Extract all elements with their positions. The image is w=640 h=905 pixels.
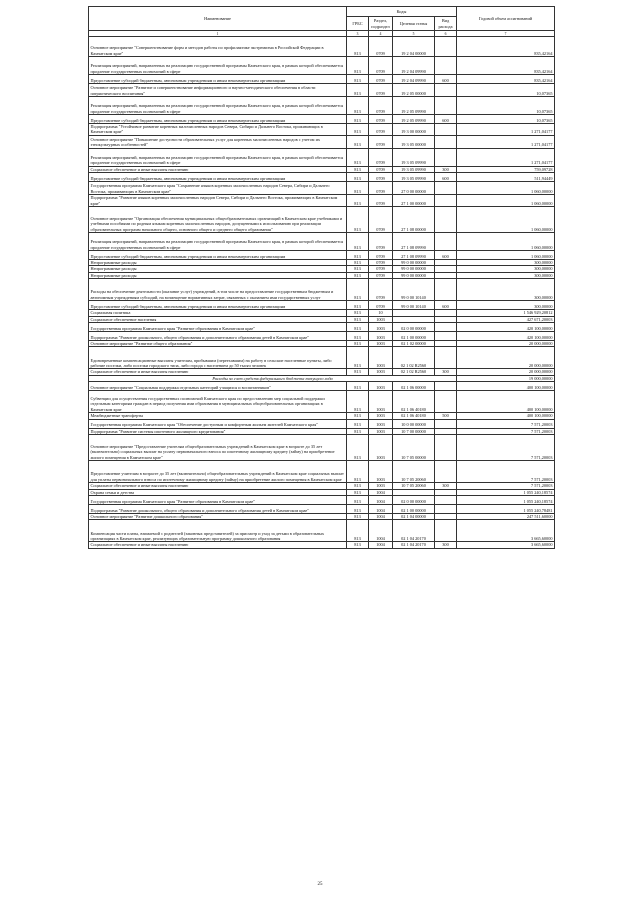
- table-row: [89, 382, 555, 391]
- row-csr: 99 0 00 00000: [393, 266, 435, 272]
- row-name: Субвенции для осуществления государственных полномочий Камчатского края по предоставлению мер социальной поддержки отдельным категориям граждан в период получения ими образования в муниципальных общеобразовательных организациях в Камчатском крае: [89, 391, 347, 413]
- row-vr: [435, 135, 457, 148]
- row-grbs: 813: [347, 391, 369, 413]
- row-csr: 02 1 02 00000: [393, 341, 435, 347]
- row-csr: 02 1 02 R2560: [393, 347, 435, 369]
- row-name: Непрограммные расходы: [89, 260, 347, 266]
- row-razdel: 1003: [369, 428, 393, 434]
- row-grbs: 813: [347, 301, 369, 310]
- row-amount: 1 060,00000: [457, 182, 555, 195]
- row-grbs: 813: [347, 341, 369, 347]
- row-razdel: 0709: [369, 279, 393, 301]
- row-name: Предоставление субсидий бюджетным, автономным учреждениям и иным некоммерческим организациям: [89, 301, 347, 310]
- row-amount: 1 060,00000: [457, 195, 555, 207]
- row-grbs: 813: [347, 461, 369, 483]
- row-csr: 19 2 05 09990: [393, 115, 435, 124]
- row-name: Основное мероприятие "Организация обеспечения муниципальных общеобразовательных организаций в Камчатском крае учебниками и учебными пособиями по родным языкам коренных малочисленных народов, допущенными к использованию при реализации образовательных программ начального общего, основного общего и среднего общего образования": [89, 207, 347, 233]
- row-grbs: 813: [347, 520, 369, 542]
- table-row: [89, 97, 555, 115]
- row-name: Компенсация части платы, взимаемой с родителей (законных представителей) за присмотр и уход за детьми в образовательных организациях в Камчатском крае, реализующих образовательную программу дошкольного образования: [89, 520, 347, 542]
- row-amount: 427 671,20003: [457, 316, 555, 322]
- row-amount: 300,00000: [457, 266, 555, 272]
- row-csr: 02 1 06 40180: [393, 391, 435, 413]
- row-amount: 10,07365: [457, 97, 555, 115]
- row-vr: 600: [435, 115, 457, 124]
- row-vr: [435, 504, 457, 513]
- row-grbs: 813: [347, 413, 369, 419]
- idx-4: 4: [369, 31, 393, 37]
- row-razdel: 0709: [369, 182, 393, 195]
- row-amount: 420 100,00000: [457, 323, 555, 332]
- table-header-row: [89, 7, 555, 17]
- table-row: [89, 323, 555, 332]
- header-razdel: Раздел, подраздел: [369, 17, 393, 31]
- row-vr: 600: [435, 173, 457, 182]
- row-vr: [435, 435, 457, 461]
- budget-table: [88, 6, 555, 549]
- row-vr: [435, 57, 457, 75]
- row-csr: 19 2 04 09990: [393, 57, 435, 75]
- row-csr: 19 2 05 00000: [393, 84, 435, 97]
- row-name: Подпрограмма "Устойчивое развитие коренных малочисленных народов Севера, Сибири и Дальнего Востока, проживающих в Камчатском крае": [89, 124, 347, 136]
- row-csr: 99 0 00 10140: [393, 279, 435, 301]
- row-csr: 27 1 08 09990: [393, 233, 435, 251]
- row-amount: 1 271,04177: [457, 135, 555, 148]
- idx-6: 6: [435, 31, 457, 37]
- row-grbs: 813: [347, 316, 369, 322]
- table-row: [89, 542, 555, 548]
- row-csr: 19 3 05 09990: [393, 173, 435, 182]
- row-csr: 10 7 05 20060: [393, 461, 435, 483]
- row-csr: 27 1 00 00000: [393, 195, 435, 207]
- table-row: [89, 251, 555, 260]
- row-amount: 1 055 240,78481: [457, 504, 555, 513]
- row-grbs: 813: [347, 495, 369, 504]
- row-csr: 99 0 00 10140: [393, 301, 435, 310]
- row-csr: 27 1 08 09990: [393, 251, 435, 260]
- row-csr: 02 1 04 20170: [393, 520, 435, 542]
- row-razdel: 0709: [369, 251, 393, 260]
- table-row: [89, 391, 555, 413]
- row-vr: 600: [435, 251, 457, 260]
- row-amount: 10,07365: [457, 115, 555, 124]
- row-vr: 600: [435, 301, 457, 310]
- table-row: [89, 84, 555, 97]
- row-vr: [435, 347, 457, 369]
- row-csr: 19 2 04 00000: [393, 37, 435, 57]
- row-amount: 835,42164: [457, 75, 555, 84]
- table-row: [89, 504, 555, 513]
- row-csr: 19 2 04 09990: [393, 75, 435, 84]
- row-razdel: 1004: [369, 504, 393, 513]
- table-row: [89, 347, 555, 369]
- row-razdel: 1003: [369, 382, 393, 391]
- row-grbs: 813: [347, 135, 369, 148]
- row-csr: 02 1 04 00000: [393, 513, 435, 519]
- table-row: [89, 332, 555, 341]
- row-amount: 400 100,00000: [457, 382, 555, 391]
- header-name: Наименование: [89, 7, 347, 31]
- table-row: [89, 135, 555, 148]
- row-grbs: 813: [347, 332, 369, 341]
- row-grbs: 813: [347, 166, 369, 172]
- row-grbs: 813: [347, 272, 369, 278]
- row-amount: 1 060,00000: [457, 233, 555, 251]
- table-row: [89, 195, 555, 207]
- row-grbs: 813: [347, 382, 369, 391]
- row-razdel: 0709: [369, 75, 393, 84]
- row-grbs: 813: [347, 75, 369, 84]
- table-row: [89, 57, 555, 75]
- row-vr: [435, 391, 457, 413]
- row-vr: [435, 195, 457, 207]
- row-amount: 1 271,04177: [457, 148, 555, 166]
- row-csr: 10 7 05 20060: [393, 483, 435, 489]
- row-name: Основное мероприятие "Развитие общего образования": [89, 341, 347, 347]
- row-csr: 99 0 00 00000: [393, 260, 435, 266]
- row-razdel: 1003: [369, 435, 393, 461]
- row-grbs: 813: [347, 124, 369, 136]
- row-amount: 10,07365: [457, 84, 555, 97]
- row-grbs: 813: [347, 369, 369, 375]
- row-name: Основное мероприятие "Повышение доступности образовательных услуг для коренных малочисленных народов с учетом их этнокультурных особенностей": [89, 135, 347, 148]
- row-razdel: 0709: [369, 135, 393, 148]
- row-name: Единовременные компенсационные выплаты учителям, прибывшим (переехавшим) на работу в сельские населенные пункты, либо рабочие поселки, либо поселки городского типа, либо города с населением до 50 тысяч человек: [89, 347, 347, 369]
- row-razdel: 1003: [369, 369, 393, 375]
- row-vr: [435, 84, 457, 97]
- row-amount: 1 055 240,18574: [457, 495, 555, 504]
- row-vr: [435, 124, 457, 136]
- row-razdel: 1003: [369, 316, 393, 322]
- row-vr: [435, 332, 457, 341]
- row-amount: 1 060,00000: [457, 207, 555, 233]
- row-amount: 420 100,00000: [457, 332, 555, 341]
- row-grbs: 813: [347, 97, 369, 115]
- row-name: Предоставление субсидий бюджетным, автономным учреждениям и иным некоммерческим организациям: [89, 115, 347, 124]
- row-razdel: 1003: [369, 483, 393, 489]
- row-amount: 7 571,20003: [457, 419, 555, 428]
- row-vr: [435, 148, 457, 166]
- row-razdel: 1003: [369, 347, 393, 369]
- idx-5: 5: [393, 31, 435, 37]
- row-csr: 02 0 00 00000: [393, 323, 435, 332]
- row-csr: 99 0 00 00000: [393, 272, 435, 278]
- table-row: [89, 124, 555, 136]
- row-name: Социальное обеспечение и иные выплаты населению: [89, 369, 347, 375]
- row-razdel: 1004: [369, 489, 393, 495]
- row-name: Государственная программа Камчатского края "Обеспечение доступным и комфортным жильем жителей Камчатского края": [89, 419, 347, 428]
- row-amount: 511,94449: [457, 173, 555, 182]
- row-amount: 247 511,60000: [457, 513, 555, 519]
- row-name: Подпрограмма "Развитие дошкольного, общего образования и дополнительного образования детей в Камчатском крае": [89, 332, 347, 341]
- idx-1: 1: [89, 31, 347, 37]
- row-name: Основное мероприятие "Предоставление учителям общеобразовательных учреждений в Камчатском крае в возрасте до 35 лет (включительно) социальных выплат на уплату первоначального взноса по ипотечному жилищному кредиту (займу) на приобретение жилого помещения в Камчатском крае": [89, 435, 347, 461]
- row-vr: 300: [435, 369, 457, 375]
- row-grbs: 813: [347, 207, 369, 233]
- row-csr: 27 1 08 00000: [393, 207, 435, 233]
- row-amount: 300,00000: [457, 301, 555, 310]
- row-razdel: 1004: [369, 542, 393, 548]
- row-amount: 300,00000: [457, 272, 555, 278]
- row-csr: 19 2 05 09990: [393, 97, 435, 115]
- row-csr: 27 0 00 00000: [393, 182, 435, 195]
- row-name: Непрограммные расходы: [89, 266, 347, 272]
- row-amount: 20 000,00000: [457, 347, 555, 369]
- row-grbs: 813: [347, 323, 369, 332]
- row-name: Реализация мероприятий, направленных на реализацию государственной программы Камчатского края, в рамках которой обеспечивается продление государственных полномочий в сфере: [89, 148, 347, 166]
- row-name: Предоставление субсидий бюджетным, автономным учреждениям и иным некоммерческим организациям: [89, 251, 347, 260]
- row-amount: 20 000,00000: [457, 369, 555, 375]
- row-grbs: 813: [347, 115, 369, 124]
- page-number: 25: [317, 882, 323, 887]
- row-grbs: 813: [347, 310, 369, 316]
- row-name: Социальное обеспечение и иные выплаты населению: [89, 483, 347, 489]
- row-name: Предоставление учителям в возрасте до 35 лет (включительно) общеобразовательных учреждений в Камчатском крае социальных выплат для уплаты первоначального взноса по ипотечному жилищному кредиту (займу) на приобретение жилого помещения в Камчатском крае: [89, 461, 347, 483]
- row-grbs: 813: [347, 347, 369, 369]
- row-amount: 1 546 929,20812: [457, 310, 555, 316]
- table-row: [89, 435, 555, 461]
- row-amount: 7 571,20003: [457, 435, 555, 461]
- table-row: [89, 115, 555, 124]
- row-csr: 02 1 00 00000: [393, 332, 435, 341]
- row-vr: [435, 182, 457, 195]
- row-razdel: 0709: [369, 301, 393, 310]
- row-razdel: 0709: [369, 115, 393, 124]
- row-amount: 759,09728: [457, 166, 555, 172]
- row-grbs: 813: [347, 251, 369, 260]
- row-razdel: 1003: [369, 332, 393, 341]
- row-amount: 1 060,00000: [457, 251, 555, 260]
- row-vr: 500: [435, 413, 457, 419]
- row-grbs: 813: [347, 435, 369, 461]
- row-csr: 02 1 04 20170: [393, 542, 435, 548]
- row-vr: 300: [435, 166, 457, 172]
- table-row: [89, 182, 555, 195]
- row-razdel: 0709: [369, 266, 393, 272]
- row-csr: 19 3 05 09990: [393, 148, 435, 166]
- row-razdel: 1004: [369, 513, 393, 519]
- row-amount: 7 571,20003: [457, 483, 555, 489]
- header-codes: Коды: [347, 7, 457, 17]
- row-grbs: 813: [347, 260, 369, 266]
- row-name: Основное мероприятие "Развитие и совершенствование информационного и научно-методического обеспечения в области патриотического воспитания": [89, 84, 347, 97]
- row-csr: 19 3 05 09990: [393, 166, 435, 172]
- header-amount: Годовой объем ассигнований: [457, 7, 555, 31]
- row-grbs: 813: [347, 279, 369, 301]
- row-csr: 02 0 00 00000: [393, 495, 435, 504]
- row-grbs: 813: [347, 148, 369, 166]
- row-name: Основное мероприятие "Совершенствование форм и методов работы по профилактике экстремизма в Российской Федерации в Камчатском крае": [89, 37, 347, 57]
- table-row: [89, 520, 555, 542]
- row-vr: [435, 279, 457, 301]
- row-razdel: 0709: [369, 97, 393, 115]
- row-grbs: 813: [347, 542, 369, 548]
- row-grbs: 813: [347, 84, 369, 97]
- row-razdel: 1004: [369, 495, 393, 504]
- row-razdel: 0709: [369, 195, 393, 207]
- row-csr: 19 3 05 00000: [393, 135, 435, 148]
- row-vr: [435, 520, 457, 542]
- row-amount: 835,42164: [457, 37, 555, 57]
- row-grbs: 813: [347, 233, 369, 251]
- row-grbs: 813: [347, 504, 369, 513]
- row-grbs: 813: [347, 182, 369, 195]
- row-vr: [435, 97, 457, 115]
- row-vr: [435, 419, 457, 428]
- row-vr: [435, 207, 457, 233]
- row-grbs: 813: [347, 513, 369, 519]
- idx-3: 3: [347, 31, 369, 37]
- budget-table-page: [88, 6, 554, 549]
- row-name: Расходы на обеспечение деятельности (оказание услуг) учреждений, в том числе на предоставление государственным бюджетным и автономным учреждениям субсидий, на возмещение нормативных затрат, связанных с оказанием ими государственных услуг: [89, 279, 347, 301]
- row-csr: 02 1 06 00000: [393, 382, 435, 391]
- row-name: Межбюджетные трансферты: [89, 413, 347, 419]
- table-row: [89, 173, 555, 182]
- row-grbs: 813: [347, 489, 369, 495]
- row-vr: [435, 233, 457, 251]
- row-grbs: 813: [347, 483, 369, 489]
- table-row: [89, 233, 555, 251]
- row-name: Государственная программа Камчатского края "Развитие образования в Камчатском крае": [89, 323, 347, 332]
- row-name: Реализация мероприятий, направленных на реализацию государственной программы Камчатского края, в рамках которой обеспечивается продление государственных полномочий в сфере: [89, 233, 347, 251]
- row-razdel: 0709: [369, 57, 393, 75]
- row-razdel: 0709: [369, 272, 393, 278]
- row-name: Непрограммные расходы: [89, 272, 347, 278]
- idx-7: 7: [457, 31, 555, 37]
- row-name: Социальное обеспечение и иные выплаты населению: [89, 166, 347, 172]
- header-vr: Вид расхода: [435, 17, 457, 31]
- row-name: Социальное обеспечение населения: [89, 316, 347, 322]
- row-csr: 02 1 00 00000: [393, 504, 435, 513]
- row-name: Охрана семьи и детства: [89, 489, 347, 495]
- header-grbs: ГРБС: [347, 17, 369, 31]
- table-row: [89, 279, 555, 301]
- row-razdel: 0709: [369, 207, 393, 233]
- row-name: Государственная программа Камчатского края "Сохранение языков коренных малочисленных народов Севера, Сибири и Дальнего Востока, проживающих в Камчатском крае": [89, 182, 347, 195]
- row-vr: [435, 461, 457, 483]
- row-amount: 400 100,00000: [457, 391, 555, 413]
- row-csr: 10 7 05 00000: [393, 435, 435, 461]
- row-amount: 300,00000: [457, 260, 555, 266]
- table-row: [89, 148, 555, 166]
- row-vr: 300: [435, 483, 457, 489]
- row-razdel: 0709: [369, 166, 393, 172]
- row-name: Подпрограмма "Развитие языков коренных малочисленных народов Севера, Сибири и Дальнего Востока, проживающих в Камчатском крае": [89, 195, 347, 207]
- row-name: Социальное обеспечение и иные выплаты населению: [89, 542, 347, 548]
- row-vr: [435, 37, 457, 57]
- row-amount: 7 571,20003: [457, 461, 555, 483]
- table-row: [89, 301, 555, 310]
- row-vr: [435, 382, 457, 391]
- row-razdel: 0709: [369, 37, 393, 57]
- row-grbs: 813: [347, 37, 369, 57]
- row-amount: 1 271,04177: [457, 124, 555, 136]
- row-name: Государственная программа Камчатского края "Развитие образования в Камчатском крае": [89, 495, 347, 504]
- row-name: Социальная политика: [89, 310, 347, 316]
- row-razdel: 0709: [369, 260, 393, 266]
- row-amount: 7 571,20003: [457, 428, 555, 434]
- row-name: Реализация мероприятий, направленных на реализацию государственной программы Камчатского края, в рамках которой обеспечивается продление государственных полномочий в сфере: [89, 57, 347, 75]
- row-grbs: 813: [347, 419, 369, 428]
- table-row: [89, 75, 555, 84]
- row-razdel: 0709: [369, 84, 393, 97]
- row-vr: 300: [435, 542, 457, 548]
- row-razdel: 1004: [369, 520, 393, 542]
- table-row: [89, 495, 555, 504]
- row-razdel: 0709: [369, 124, 393, 136]
- row-razdel: 1003: [369, 341, 393, 347]
- row-amount: 400 100,00000: [457, 413, 555, 419]
- row-name: Предоставление субсидий бюджетным, автономным учреждениям и иным некоммерческим организациям: [89, 173, 347, 182]
- row-name: Основное мероприятие "Социальная поддержка отдельных категорий учащихся и воспитанников": [89, 382, 347, 391]
- row-amount: 3 665,60000: [457, 520, 555, 542]
- row-razdel: 0709: [369, 233, 393, 251]
- row-grbs: 813: [347, 57, 369, 75]
- row-razdel: 1003: [369, 391, 393, 413]
- row-name: Реализация мероприятий, направленных на реализацию государственной программы Камчатского края, в рамках которой обеспечивается продление государственных полномочий в сфере: [89, 97, 347, 115]
- row-vr: [435, 323, 457, 332]
- row-grbs: 813: [347, 266, 369, 272]
- row-razdel: 0709: [369, 173, 393, 182]
- row-name: Подпрограмма "Развитие дошкольного, общего образования и дополнительного образования детей в Камчатском крае": [89, 504, 347, 513]
- row-grbs: 813: [347, 173, 369, 182]
- row-amount: 19 000,00000: [457, 375, 555, 381]
- header-csr: Целевая статья: [393, 17, 435, 31]
- table-body: [89, 37, 555, 549]
- row-note: Расходы за счет средств федерального бюджета текущего года: [89, 375, 457, 381]
- row-vr: [435, 495, 457, 504]
- row-csr: 10 7 00 00000: [393, 428, 435, 434]
- row-name: Предоставление субсидий бюджетным, автономным учреждениям и иным некоммерческим организациям: [89, 75, 347, 84]
- row-razdel: 0709: [369, 148, 393, 166]
- row-name: Основное мероприятие "Развитие дошкольного образования": [89, 513, 347, 519]
- row-razdel: 1003: [369, 419, 393, 428]
- row-razdel: 10: [369, 310, 393, 316]
- row-csr: 02 1 02 R2560: [393, 369, 435, 375]
- row-razdel: 1003: [369, 413, 393, 419]
- table-row: [89, 207, 555, 233]
- row-amount: 300,00000: [457, 279, 555, 301]
- row-amount: 20 000,00000: [457, 341, 555, 347]
- row-grbs: 813: [347, 195, 369, 207]
- table-row: [89, 461, 555, 483]
- row-csr: 19 3 00 00000: [393, 124, 435, 136]
- table-row: [89, 37, 555, 57]
- row-grbs: 813: [347, 428, 369, 434]
- row-razdel: 1003: [369, 323, 393, 332]
- row-vr: 600: [435, 75, 457, 84]
- row-amount: 3 665,60000: [457, 542, 555, 548]
- row-amount: 1 055 240,18574: [457, 489, 555, 495]
- row-csr: 10 0 00 00000: [393, 419, 435, 428]
- row-csr: 02 1 06 40180: [393, 413, 435, 419]
- row-amount: 835,42164: [457, 57, 555, 75]
- table-row: [89, 419, 555, 428]
- row-name: Подпрограмма "Развитие системы ипотечного жилищного кредитования": [89, 428, 347, 434]
- row-razdel: 1003: [369, 461, 393, 483]
